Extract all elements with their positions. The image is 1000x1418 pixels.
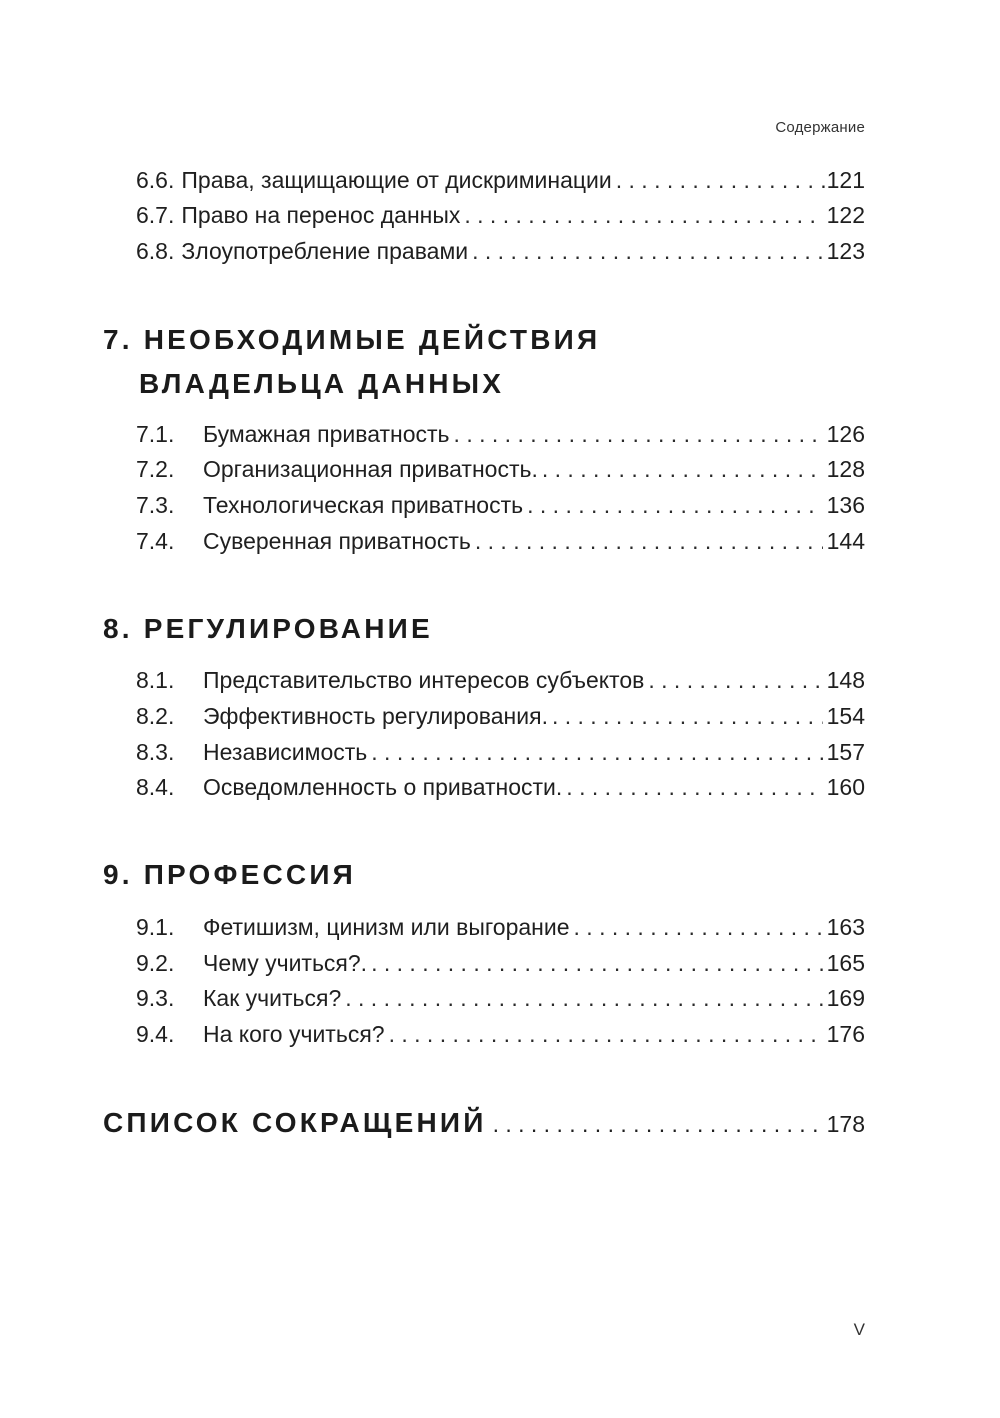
- abbreviations-title: СПИСОК СОКРАЩЕНИЙ: [103, 1107, 487, 1138]
- toc-entry-page: 128: [826, 456, 865, 482]
- toc-entry-title: Технологическая приватность: [203, 492, 524, 518]
- dot-leader: [527, 489, 823, 521]
- toc-entry-title: Эффективность регулирования.: [203, 703, 548, 729]
- toc-entry-page: 165: [826, 950, 865, 976]
- chapter-7-heading[interactable]: [103, 318, 600, 406]
- toc-entry-8-2[interactable]: [136, 700, 865, 732]
- toc-entry-number: 6.7.: [136, 202, 175, 228]
- dot-leader: [454, 418, 823, 450]
- toc-entry-page: 154: [826, 703, 865, 729]
- toc-entry-title: Чему учиться?.: [203, 950, 368, 976]
- toc-entry-page: 169: [826, 985, 865, 1011]
- toc-entry-page: 126: [826, 421, 865, 447]
- toc-entry-title: Бумажная приватность: [203, 421, 450, 447]
- toc-entry-page: 157: [826, 739, 865, 765]
- dot-leader: [552, 700, 823, 732]
- toc-entry-9-1[interactable]: [136, 911, 865, 943]
- dot-leader: [574, 911, 823, 943]
- toc-entry-6-8[interactable]: [136, 235, 865, 267]
- toc-entry-number: 9.3.: [136, 985, 175, 1011]
- toc-entry-title: Фетишизм, цинизм или выгорание: [203, 914, 570, 940]
- toc-entry-page: 163: [826, 914, 865, 940]
- toc-entry-9-2[interactable]: [136, 947, 865, 979]
- toc-entry-7-1[interactable]: [136, 418, 865, 450]
- toc-entry-9-3[interactable]: [136, 982, 865, 1014]
- dot-leader: [566, 771, 822, 803]
- toc-entry-page: .121: [820, 167, 865, 193]
- toc-entry-number: 9.1.: [136, 914, 175, 940]
- toc-entry-8-3[interactable]: [136, 736, 865, 768]
- toc-entry-title: Суверенная приватность: [203, 528, 471, 554]
- toc-entry-number: 9.2.: [136, 950, 175, 976]
- toc-entry-8-4[interactable]: [136, 771, 865, 803]
- toc-entry-abbreviations[interactable]: [103, 1101, 865, 1145]
- dot-leader: [345, 982, 822, 1014]
- toc-entry-title: Права, защищающие от дискриминации: [181, 167, 612, 193]
- dot-leader: [371, 736, 822, 768]
- toc-entry-page: 144: [826, 528, 865, 554]
- toc-entry-number: 7.4.: [136, 528, 175, 554]
- toc-entry-7-2[interactable]: [136, 453, 865, 485]
- dot-leader: [616, 164, 816, 196]
- toc-entry-page: 176: [826, 1021, 865, 1047]
- toc-entry-page: 123: [826, 238, 865, 264]
- toc-entry-title: Осведомленность о приватности.: [203, 774, 563, 800]
- toc-entry-title: Злоупотребление правами: [181, 238, 469, 264]
- toc-entry-page: 160: [826, 774, 865, 800]
- dot-leader: [464, 199, 822, 231]
- toc-entry-number: 7.3.: [136, 492, 175, 518]
- toc-entry-number: 9.4.: [136, 1021, 175, 1047]
- toc-entry-number: 8.3.: [136, 739, 175, 765]
- chapter-heading-line: ВЛАДЕЛЬЦА ДАННЫХ: [139, 368, 505, 399]
- dot-leader: [493, 1102, 817, 1146]
- toc-entry-7-3[interactable]: [136, 489, 865, 521]
- toc-entry-page: 122: [826, 202, 865, 228]
- chapter-8-heading[interactable]: 8. РЕГУЛИРОВАНИЕ: [103, 613, 433, 644]
- chapter-9-heading[interactable]: 9. ПРОФЕССИЯ: [103, 859, 357, 890]
- dot-leader: [389, 1018, 823, 1050]
- toc-entry-page: 178: [826, 1111, 865, 1137]
- toc-entry-title: Независимость: [203, 739, 368, 765]
- toc-entry-8-1[interactable]: [136, 664, 865, 696]
- toc-entry-number: 8.1.: [136, 667, 175, 693]
- toc-entry-title: Организационная приватность.: [203, 456, 538, 482]
- toc-entry-7-4[interactable]: [136, 525, 865, 557]
- page-number: V: [853, 1320, 865, 1339]
- toc-entry-number: 6.8.: [136, 238, 175, 264]
- toc-entry-number: 8.4.: [136, 774, 175, 800]
- toc-entry-title: На кого учиться?: [203, 1021, 385, 1047]
- running-header: Содержание: [775, 119, 865, 136]
- toc-entry-6-6[interactable]: [136, 164, 865, 196]
- toc-entry-9-4[interactable]: [136, 1018, 865, 1050]
- dot-leader: [371, 947, 823, 979]
- toc-entry-page: 148: [826, 667, 865, 693]
- dot-leader: [472, 235, 823, 267]
- toc-entry-page: 136: [826, 492, 865, 518]
- toc-entry-title: Представительство интересов субъектов: [203, 667, 645, 693]
- toc-entry-title: Право на перенос данных: [181, 202, 461, 228]
- toc-entry-title: Как учиться?: [203, 985, 342, 1011]
- toc-entry-number: 8.2.: [136, 703, 175, 729]
- toc-entry-number: 7.2.: [136, 456, 175, 482]
- dot-leader: [542, 453, 823, 485]
- toc-entry-number: 7.1.: [136, 421, 175, 447]
- chapter-heading-line: 7. НЕОБХОДИМЫЕ ДЕЙСТВИЯ: [103, 324, 601, 355]
- dot-leader: [475, 525, 823, 557]
- toc-entry-6-7[interactable]: [136, 199, 865, 231]
- toc-entry-number: 6.6.: [136, 167, 175, 193]
- dot-leader: [648, 664, 822, 696]
